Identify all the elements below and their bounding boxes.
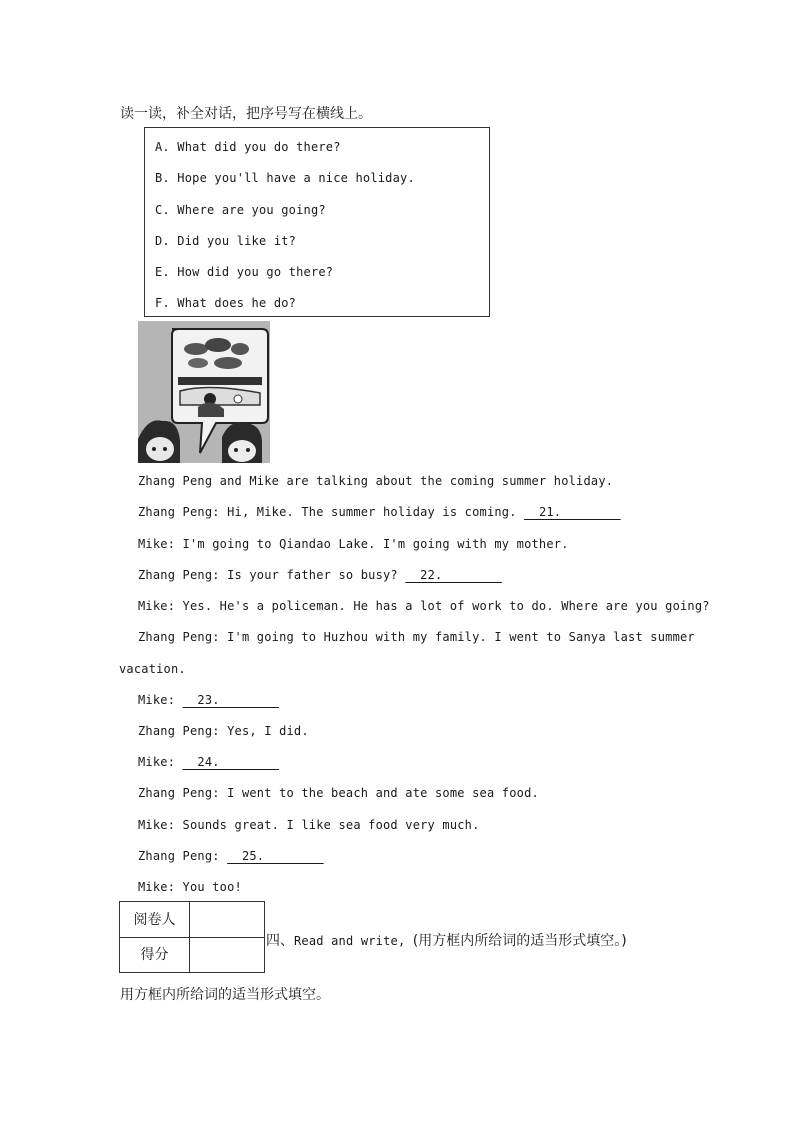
option-text: Did you like it? [177,234,297,248]
section-4-title [266,930,627,950]
option-e [155,265,333,279]
option-letter: B. [155,171,170,185]
option-text: What does he do? [177,296,297,310]
option-text: Where are you going? [177,203,326,217]
dialogue-line [138,505,621,519]
dialogue-line [138,849,324,863]
option-letter: A. [155,140,170,154]
option-a [155,140,341,154]
option-d [155,234,296,248]
answer-blank-24[interactable]: 24. [182,755,280,769]
instruction-text: 读一读，补全对话，把序号写在横线上。 [120,106,372,122]
option-c [155,203,326,217]
dialogue-line [138,755,279,769]
score-table [119,901,265,973]
score-label: 得分 [120,938,190,972]
dialogue-text: Zhang Peng: Hi, Mike. The summer holiday is coming. [138,505,525,519]
dialogue-line [138,599,710,613]
dialogue-text: Mike: Sounds great. I like sea food very much. [138,818,480,832]
option-f [155,296,296,310]
dialogue-text: vacation. [119,662,186,676]
section-number: 四、 [266,933,294,949]
dialogue-line [138,880,242,894]
dialogue-line [138,786,539,800]
dialogue-text: Zhang Peng: I'm going to Huzhou with my family. I went to Sanya last summer [138,630,695,644]
dialogue-line [138,537,569,551]
section-title-en: Read and write, [294,934,413,948]
dialogue-line [138,630,695,644]
answer-blank-21[interactable]: 21. [524,505,621,519]
dialogue-line [138,818,480,832]
reviewer-field[interactable] [190,902,264,938]
dialogue-text: Mike: Yes. He's a policeman. He has a lot of work to do. Where are you going? [138,599,710,613]
illustration-image [138,321,270,463]
options-box [144,127,490,317]
dialogue-text: Zhang Peng: I went to the beach and ate some sea food. [138,786,539,800]
option-text: How did you go there? [177,265,334,279]
option-letter: E. [155,265,170,279]
answer-blank-25[interactable]: 25. [227,849,324,863]
dialogue-intro: Zhang Peng and Mike are talking about the coming summer holiday. [138,474,614,488]
answer-blank-23[interactable]: 23. [182,693,280,707]
dialogue-text: Mike: [138,693,183,707]
dialogue-text: Mike: I'm going to Qiandao Lake. I'm going with my mother. [138,537,569,551]
dialogue-line [138,724,309,738]
section-4-note: 用方框内所给词的适当形式填空。 [120,987,330,1003]
reviewer-label: 阅卷人 [120,902,190,938]
option-letter: C. [155,203,170,217]
option-letter: D. [155,234,170,248]
dialogue-line [138,568,502,582]
dialogue-text: Zhang Peng: Is your father so busy? [138,568,406,582]
option-letter: F. [155,296,170,310]
option-text: Hope you'll have a nice holiday. [177,171,415,185]
option-text: What did you do there? [177,140,341,154]
section-title-cn: (用方框内所给词的适当形式填空。) [412,933,627,949]
dialogue-text: Zhang Peng: [138,849,228,863]
score-field[interactable] [190,938,264,972]
answer-blank-22[interactable]: 22. [405,568,502,582]
dialogue-text: Mike: You too! [138,880,242,894]
dialogue-line [119,662,186,676]
dialogue-line [138,693,279,707]
dialogue-text: Mike: [138,755,183,769]
option-b [155,171,415,185]
dialogue-text: Zhang Peng: Yes, I did. [138,724,309,738]
